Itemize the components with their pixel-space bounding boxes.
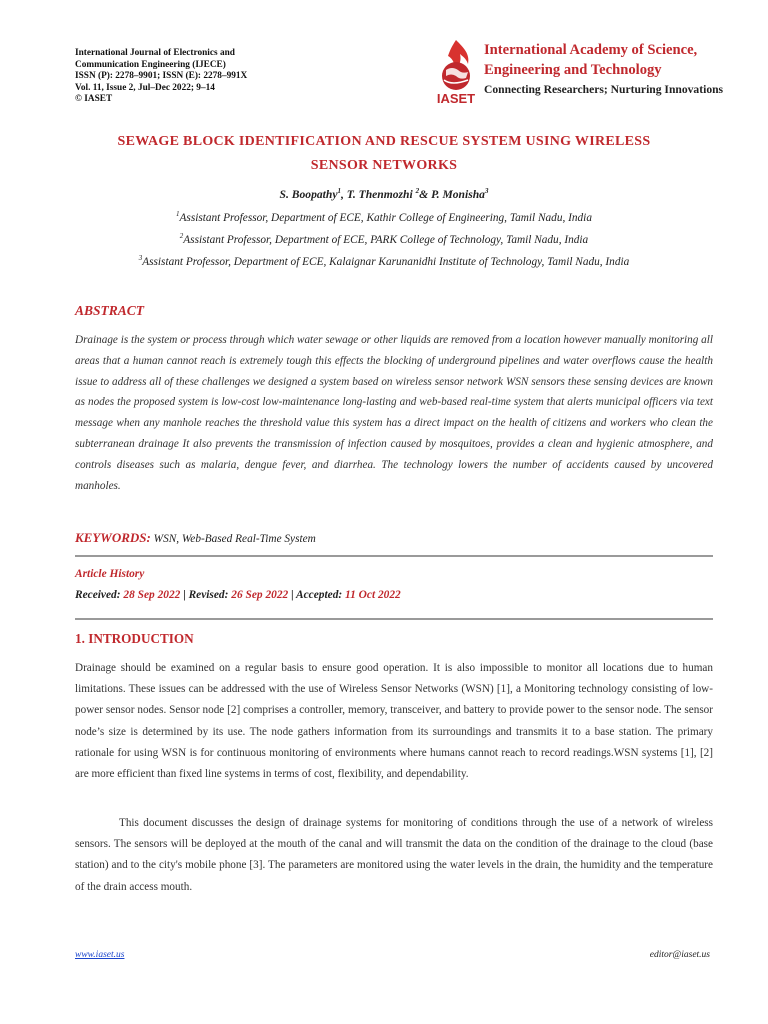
paper-title-line2: SENSOR NETWORKS bbox=[310, 158, 458, 173]
author-sep: & bbox=[419, 187, 432, 201]
affiliation-sup: 1 bbox=[176, 210, 180, 218]
introduction-paragraph-1: Drainage should be examined on a regular basis to ensure good operation. It is also impossible to monitor all locations due to human limitations. These issues can be addressed with the use of Wireless Sensor Networks (WSN) [1], a Monitoring technology consisting of low-power sensor nodes. Sensor node [2] comprises a controller, memory, transceiver, and battery to provide power to the sensor node. The sensor node’s size is determined by its use. The node gathers information from its surroundings and transmits it to a base station. The primary rationale for using WSN is for continuous monitoring of environments where humans cannot reach to record readings.WSN systems [1], [2] are more efficient than fixed line systems in terms of cost, flexibility, and dependability. bbox=[75, 662, 713, 781]
keywords bbox=[75, 530, 316, 546]
article-history-dates bbox=[75, 589, 401, 601]
author-sup: 1 bbox=[337, 187, 341, 195]
affiliation-sup: 2 bbox=[179, 232, 184, 240]
journal-copyright: © IASET bbox=[75, 94, 113, 104]
author-sup: 2 bbox=[415, 187, 420, 195]
journal-name-line2: Communication Engineering (IJECE) bbox=[75, 59, 226, 70]
org-name-line2: Engineering and Technology bbox=[484, 62, 662, 78]
abstract-body: Drainage is the system or process through which water sewage or other liquids are removed from a location however manually monitoring all areas that a human cannot reach is extremely tough this effects the blocking of underground pipelines and water overflows cause the health issue to address all of these challenges we designed a system based on wireless sensor network WSN sensors these sensing devices are known as nodes the proposed system is low-cost low-maintenance long-lasting and web-based real-time system that alerts municipal officers via text message when any manhole reaches the threshold value this system has a direct impact on the health of citizens and workers who clean the subterranean drainage It also prevents the transmission of infection caused by mosquitoes, provides a clean and hygienic atmosphere, and controls diseases such as malaria, dengue fever, and diarrhea. The technology lowers the number of accidents caused by uncovered manholes. bbox=[75, 334, 713, 492]
revised-date: 26 Sep 2022 bbox=[231, 589, 289, 601]
author-name: S. Boopathy bbox=[279, 187, 338, 201]
journal-volume: Vol. 11, Issue 2, Jul–Dec 2022; 9–14 bbox=[75, 82, 215, 93]
affiliation-text: Assistant Professor, Department of ECE, Kathir College of Engineering, Tamil Nadu, India bbox=[179, 211, 592, 224]
org-name bbox=[484, 40, 754, 80]
paper-title bbox=[80, 130, 688, 178]
journal-info bbox=[75, 48, 315, 106]
divider bbox=[75, 555, 713, 557]
author-name: P. Monisha bbox=[431, 187, 485, 201]
author-sup: 3 bbox=[484, 187, 489, 195]
author-sep: , bbox=[341, 187, 347, 201]
affiliation bbox=[60, 210, 708, 224]
abstract-heading: ABSTRACT bbox=[75, 303, 145, 318]
journal-name-line1: International Journal of Electronics and bbox=[75, 48, 235, 58]
website-link[interactable]: www.iaset.us bbox=[75, 950, 125, 960]
org-name-line1: International Academy of Science, bbox=[484, 42, 698, 58]
keywords-label: KEYWORDS: bbox=[75, 530, 151, 545]
affiliation bbox=[60, 232, 708, 246]
logo-text: IASET bbox=[436, 91, 476, 106]
accepted-date: 11 Oct 2022 bbox=[345, 589, 401, 601]
affiliation-sup: 3 bbox=[138, 254, 143, 262]
affiliation-text: Assistant Professor, Department of ECE, Kalaignar Karunanidhi Institute of Technology, Tamil Nadu, India bbox=[142, 255, 630, 268]
introduction-heading: 1. INTRODUCTION bbox=[75, 631, 194, 646]
revised-label: | Revised: bbox=[180, 589, 232, 601]
article-history-heading: Article History bbox=[75, 568, 145, 580]
divider bbox=[75, 618, 713, 620]
editor-email: editor@iaset.us bbox=[649, 950, 710, 960]
keywords-text: WSN, Web-Based Real-Time System bbox=[150, 533, 316, 545]
received-label: Received: bbox=[75, 589, 124, 601]
introduction-paragraph-2: This document discusses the design of drainage systems for monitoring of conditions through the use of a network of wireless sensors. The sensors will be deployed at the mouth of the canal and will transmit the data on the condition of the drainage to the cloud (base station) and to the city's mobile phone [3]. The parameters are monitored using the water levels in the drain, the humidity and the temperature of the drain access mouth. bbox=[75, 817, 713, 893]
affiliation-text: Assistant Professor, Department of ECE, PARK College of Technology, Tamil Nadu, India bbox=[183, 233, 589, 246]
accepted-label: | Accepted: bbox=[288, 589, 346, 601]
iaset-logo-icon bbox=[424, 38, 488, 106]
journal-issn: ISSN (P): 2278–9901; ISSN (E): 2278–991X bbox=[75, 71, 248, 81]
paper-title-line1: SEWAGE BLOCK IDENTIFICATION AND RESCUE SYSTEM USING WIRELESS bbox=[117, 134, 651, 149]
received-date: 28 Sep 2022 bbox=[123, 589, 181, 601]
authors bbox=[80, 187, 688, 201]
org-tagline: Connecting Researchers; Nurturing Innovations bbox=[484, 83, 724, 96]
author-name: T. Thenmozhi bbox=[346, 187, 416, 201]
affiliation bbox=[60, 254, 708, 268]
